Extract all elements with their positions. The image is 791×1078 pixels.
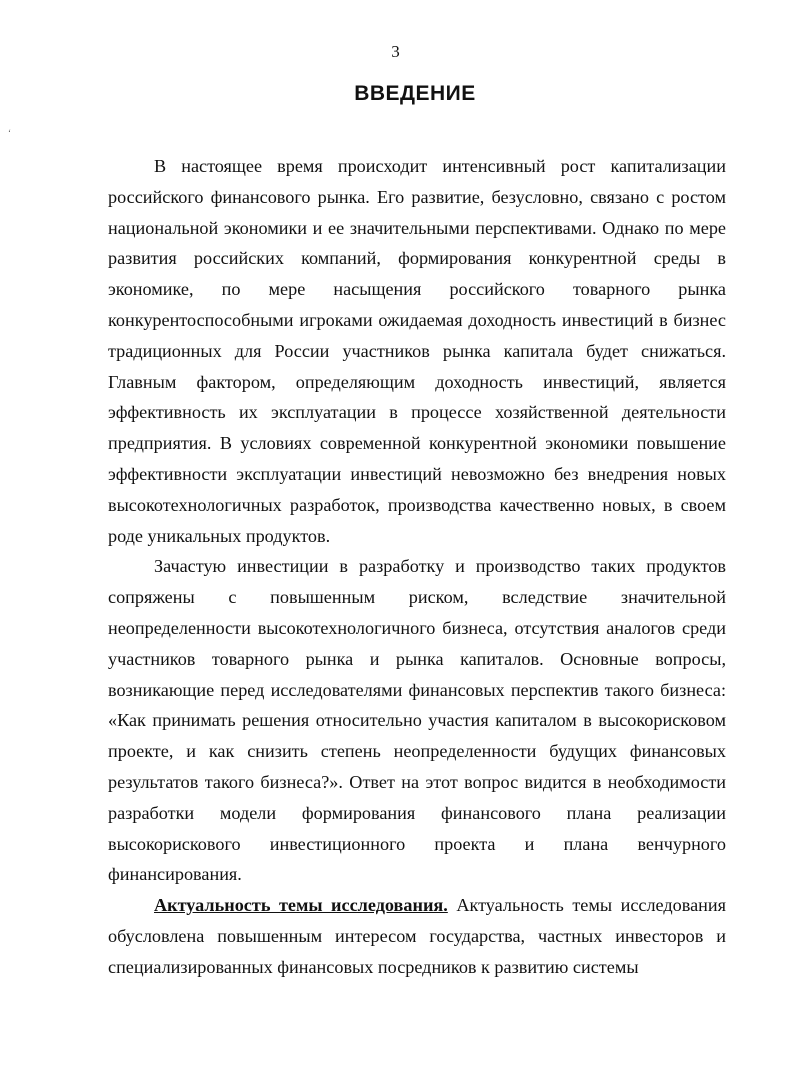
paragraph-relevance [108, 890, 726, 982]
relevance-heading: Актуальность темы исследования. [154, 895, 448, 916]
body-text [108, 151, 726, 983]
page-number: 3 [391, 42, 400, 61]
stray-mark: ‘ [8, 128, 11, 138]
paragraph-2: Зачастую инвестиции в разработку и производство таких продуктов сопряжены с повышенным риском, вследствие значительной неопределенности высокотехнологичного бизнеса, отсутствия аналогов среди участников товарного рынка и рынка капиталов. Основные вопросы, возникающие перед исследователями финансовых перспектив такого бизнеса: «Как принимать решения относительно участия капиталом в высокорисковом проекте, и как снизить степень неопределенности будущих финансовых результатов такого бизнеса?». Ответ на этот вопрос видится в необходимости разработки модели формирования финансового плана реализации высокорискового инвестиционного проекта и плана венчурного финансирования. [108, 556, 726, 885]
relevance-text: Актуальность темы исследования обусловлена повышенным интересом государства, частных инвесторов и специализированных финансовых посредников к развитию системы [108, 895, 726, 977]
paragraph-1: В настоящее время происходит интенсивный рост капитализации российского финансового рынка. Его развитие, безусловно, связано с ростом национальной экономики и ее значительными перспективами. Однако по мере развития российских компаний, формирования конкурентной среды в экономике, по мере насыщения российского товарного рынка конкурентоспособными игроками ожидаемая доходность инвестиций в бизнес традиционных для России участников рынка капитала будет снижаться. Главным фактором, определяющим доходность инвестиций, является эффективность их эксплуатации в процессе хозяйственной деятельности предприятия. В условиях современной конкурентной экономики повышение эффективности эксплуатации инвестиций невозможно без внедрения новых высокотехнологичных разработок, производства качественно новых, в своем роде уникальных продуктов. [108, 156, 726, 546]
page-title: ВВЕДЕНИЕ [354, 82, 476, 105]
